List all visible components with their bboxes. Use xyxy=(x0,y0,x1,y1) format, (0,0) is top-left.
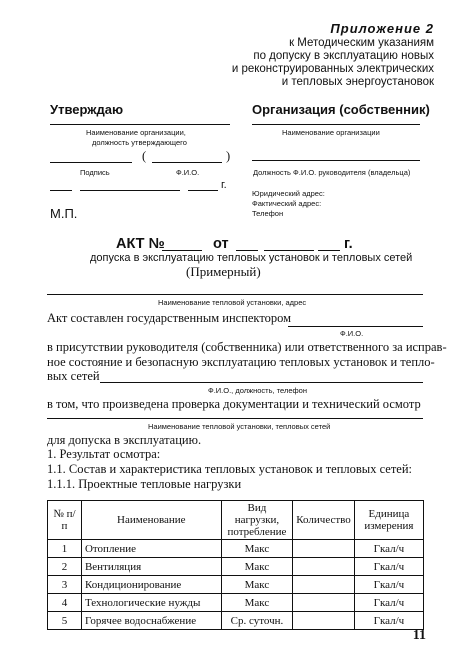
row-name: Горячее водоснабжение xyxy=(81,612,221,630)
row-name: Технологические нужды xyxy=(81,594,221,612)
header-number: № п/п xyxy=(48,501,82,540)
date-day-line xyxy=(50,190,72,191)
paren-open: ( xyxy=(142,149,147,163)
row-quantity xyxy=(293,576,355,594)
act-month-line xyxy=(264,250,314,251)
row-load-type: Ср. суточн. xyxy=(221,612,293,630)
row-load-type: Макс xyxy=(221,558,293,576)
act-subtitle: допуска в эксплуатацию тепловых установок и тепловых сетей xyxy=(90,252,413,264)
fio-caption-left: Ф.И.О. xyxy=(176,168,200,177)
table-row xyxy=(48,558,424,576)
row-unit: Гкал/ч xyxy=(354,612,423,630)
installation-caption: Наименование тепловой установки, адрес xyxy=(158,298,307,307)
act-number-label: АКТ № xyxy=(116,236,165,252)
networks-line xyxy=(47,418,423,419)
installation-line xyxy=(47,294,423,295)
org-caption-2: должность утверждающего xyxy=(92,138,187,147)
row-quantity xyxy=(293,558,355,576)
legal-address-label: Юридический адрес: xyxy=(252,189,325,198)
row-quantity xyxy=(293,594,355,612)
row-load-type: Макс xyxy=(221,576,293,594)
appendix-line-2: по допуску в эксплуатацию новых xyxy=(253,50,434,62)
fio-position-caption: Ф.И.О., должность, телефон xyxy=(208,386,307,395)
responsible-line xyxy=(100,382,423,383)
row-name: Вентиляция xyxy=(81,558,221,576)
head-line xyxy=(252,160,420,161)
organization-line xyxy=(252,124,420,125)
networks-caption: Наименование тепловой установки, тепловых сетей xyxy=(148,422,331,431)
header-name: Наименование xyxy=(81,501,221,540)
appendix-line-3: и реконструированных электрических xyxy=(231,63,434,75)
row-unit: Гкал/ч xyxy=(354,540,423,558)
table-row xyxy=(48,576,424,594)
act-year-line xyxy=(318,250,340,251)
row-number: 2 xyxy=(48,558,82,576)
appendix-line-1: к Методическим указаниям xyxy=(289,37,434,49)
presence-text-1: в присутствии руководителя (собственника) или ответственного за исправ- xyxy=(47,340,447,354)
page-number: 11 xyxy=(412,628,426,643)
row-number: 3 xyxy=(48,576,82,594)
row-quantity xyxy=(293,540,355,558)
org-caption-1: Наименование организации, xyxy=(86,128,186,137)
row-unit: Гкал/ч xyxy=(354,576,423,594)
inspector-fio-caption: Ф.И.О. xyxy=(340,329,364,338)
header-load-type: Вид нагрузки, потребление xyxy=(221,501,293,540)
date-year-line xyxy=(188,190,218,191)
act-sample-label: (Примерный) xyxy=(186,264,261,279)
paren-close: ) xyxy=(226,149,231,163)
sign-caption: Подпись xyxy=(80,168,110,177)
composition-heading: 1.1. Состав и характеристика тепловых установок и тепловых сетей: xyxy=(47,462,413,476)
phone-label: Телефон xyxy=(252,209,284,218)
signature-line xyxy=(50,162,132,163)
row-name: Кондиционирование xyxy=(81,576,221,594)
check-text: в том, что произведена проверка документации и технический осмотр xyxy=(47,397,421,411)
admission-text: для допуска в эксплуатацию. xyxy=(47,433,202,447)
fio-line xyxy=(152,162,222,163)
row-number: 1 xyxy=(48,540,82,558)
year-suffix: г. xyxy=(221,179,227,191)
table-row xyxy=(48,612,424,630)
header-unit: Единица измерения xyxy=(354,501,423,540)
organization-label: Организация (собственник) xyxy=(252,102,430,117)
act-number-line xyxy=(162,250,202,251)
result-heading: 1. Результат осмотра: xyxy=(47,447,161,461)
appendix-title: Приложение 2 xyxy=(330,21,434,36)
row-unit: Гкал/ч xyxy=(354,558,423,576)
row-name: Отопление xyxy=(81,540,221,558)
inspector-line xyxy=(288,326,423,327)
row-number: 5 xyxy=(48,612,82,630)
act-day-line xyxy=(236,250,258,251)
row-load-type: Макс xyxy=(221,594,293,612)
act-year-suffix: г. xyxy=(344,236,353,252)
row-quantity xyxy=(293,612,355,630)
act-date-label: от xyxy=(213,236,229,252)
table-header-row xyxy=(48,501,424,540)
header-quantity: Количество xyxy=(293,501,355,540)
row-load-type: Макс xyxy=(221,540,293,558)
row-number: 4 xyxy=(48,594,82,612)
stamp-label: М.П. xyxy=(50,206,78,221)
approve-label: Утверждаю xyxy=(50,102,124,117)
appendix-line-4: и тепловых энергоустановок xyxy=(281,76,434,88)
loads-table xyxy=(47,500,424,630)
table-row xyxy=(48,594,424,612)
actual-address-label: Фактический адрес: xyxy=(252,199,322,208)
date-month-line xyxy=(80,190,180,191)
org-line xyxy=(50,124,230,125)
head-caption: Должность Ф.И.О. руководителя (владельца) xyxy=(253,168,411,177)
organization-caption: Наименование организации xyxy=(282,128,380,137)
row-unit: Гкал/ч xyxy=(354,594,423,612)
presence-text-3: вых сетей xyxy=(47,369,100,383)
project-loads-heading: 1.1.1. Проектные тепловые нагрузки xyxy=(47,477,242,491)
table-row xyxy=(48,540,424,558)
inspector-text: Акт составлен государственным инспектором xyxy=(47,311,292,325)
presence-text-2: ное состояние и безопасную эксплуатацию тепловых установок и тепло- xyxy=(47,355,435,369)
